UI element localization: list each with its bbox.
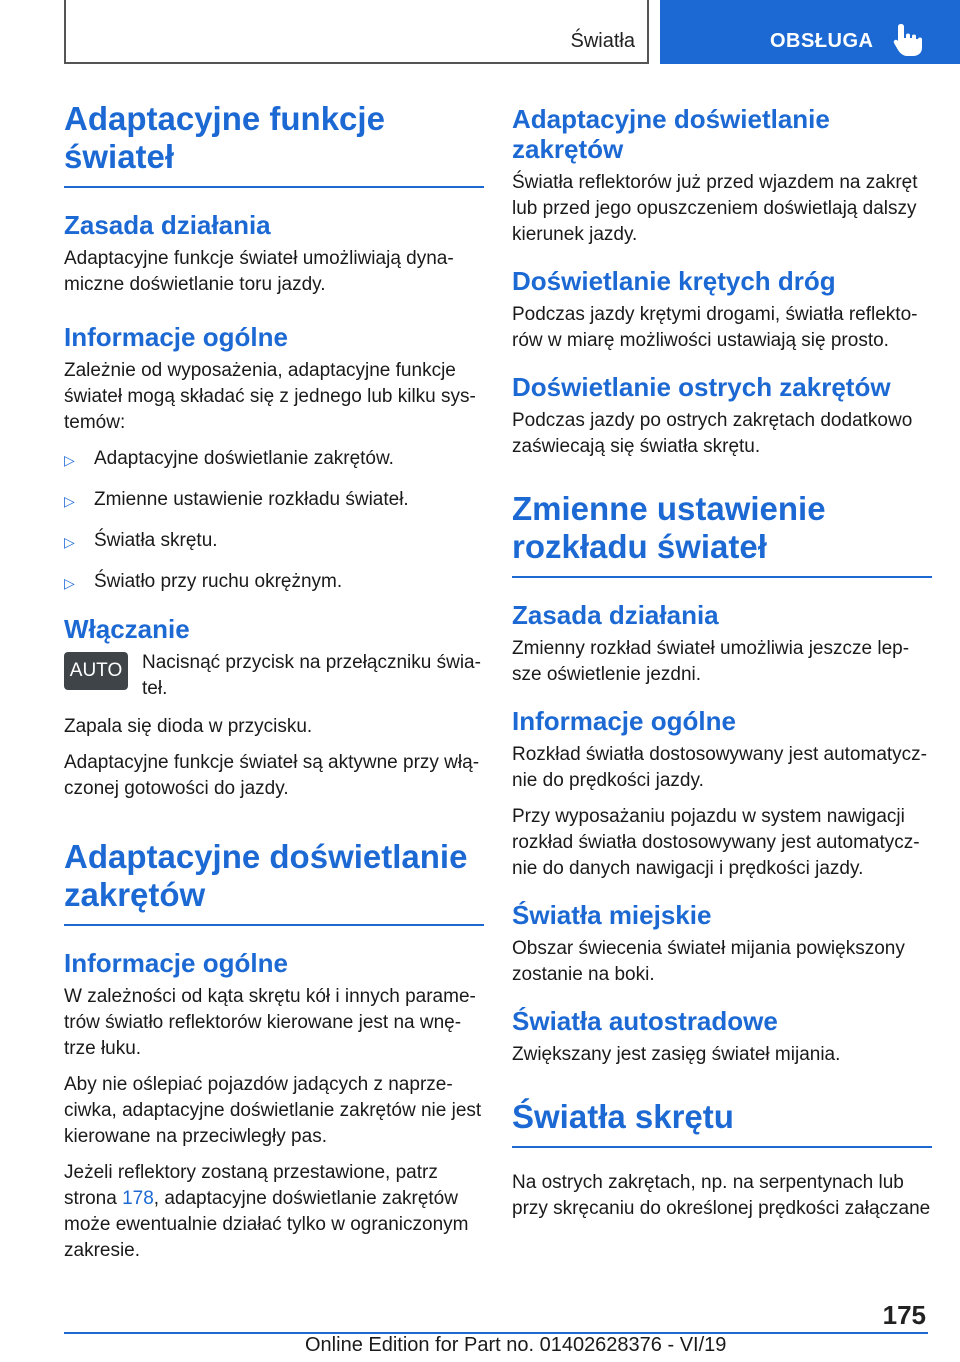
heading-motorway-lights: Światła autostradowe (512, 1006, 778, 1036)
cornering-info-text-2: Aby nie oślepiać pojazdów jadących z naprze-ciwka, adaptacyjne doświetlanie zakrętów nie jest kierowane na przeciwległy pas. (64, 1074, 482, 1147)
turning-lights-text: Na ostrych zakrętach, np. na serpentynach lub przy skręcaniu do określonej prędkości załączane (512, 1172, 931, 1219)
list-item-text: Zmienne ustawienie rozkładu świateł. (94, 489, 409, 510)
auto-button-illustration: AUTO (64, 652, 128, 690)
heading-adaptive-cornering: Adaptacyjne doświetlanie zakrętów (64, 838, 468, 913)
heading-adaptive-cornering-sub: Adaptacyjne doświetlanie zakrętów (512, 104, 830, 164)
list-item-text: Światło przy ruchu okrężnym. (94, 571, 343, 592)
heading-winding-roads: Doświetlanie krętych dróg (512, 266, 836, 296)
pointing-hand-icon (892, 22, 924, 58)
triangle-bullet-icon: ▷ (64, 534, 75, 550)
header-tab-label: OBSŁUGA (770, 30, 874, 52)
heading-rule (64, 186, 484, 188)
triangle-bullet-icon: ▷ (64, 493, 75, 509)
heading-rule (512, 576, 932, 578)
heading-principle-2: Zasada działania (512, 600, 719, 630)
right-column (512, 100, 932, 1232)
heading-adaptive-light-functions: Adaptacyjne funkcje świateł (64, 100, 385, 175)
header-section-box (64, 0, 649, 64)
list-item (64, 446, 484, 473)
winding-roads-text: Podczas jazdy krętymi drogami, światła reflekto-rów w miarę możliwości ustawiają się prosto. (512, 304, 918, 351)
principle-text: Adaptacyjne funkcje świateł umożliwiają dyna-miczne doświetlanie toru jazdy. (64, 248, 454, 295)
sharp-curves-text: Podczas jazdy po ostrych zakrętach dodatkowo zaświecają się światła skrętu. (512, 410, 913, 457)
active-text: Adaptacyjne funkcje świateł są aktywne przy włą-czonej gotowości do jazdy. (64, 752, 480, 799)
heading-variable-light-distribution: Zmienne ustawienie rozkładu świateł (512, 490, 826, 565)
header-chapter-tab[interactable] (660, 0, 960, 64)
list-item-text: Adaptacyjne doświetlanie zakrętów. (94, 448, 394, 469)
heading-rule (512, 1146, 932, 1148)
list-item (64, 528, 484, 555)
distribution-info-text-1: Rozkład światła dostosowywany jest automatycz-nie do prędkości jazdy. (512, 744, 928, 791)
heading-general-info: Informacje ogólne (64, 322, 288, 352)
distribution-info-text-2: Przy wyposażaniu pojazdu w system nawigacji rozkład światła dostosowywany jest automatycz-nie do danych nawigacji i prędkości jazdy. (512, 806, 920, 879)
left-column (64, 100, 484, 1274)
cornering-info-text-3a: Jeżeli reflektory zostaną przestawione, patrz strona (64, 1162, 438, 1209)
heading-city-lights: Światła miejskie (512, 900, 712, 930)
page-reference-link[interactable]: 178 (122, 1188, 154, 1209)
heading-switching-on: Włączanie (64, 614, 190, 644)
heading-principle: Zasada działania (64, 210, 271, 240)
list-item (64, 569, 484, 596)
footer-edition: Online Edition for Part no. 01402628376 - VI/19 (305, 1334, 727, 1356)
cornering-info-text-3b: , adaptacyjne doświetlanie zakrętów może ewentualnie działać tylko w ograniczonym zakresie. (64, 1188, 469, 1261)
triangle-bullet-icon: ▷ (64, 452, 75, 468)
heading-rule (64, 924, 484, 926)
auto-instruction-text: Nacisnąć przycisk na przełączniku świa-teł. (142, 652, 481, 699)
heading-turning-lights: Światła skrętu (512, 1098, 734, 1135)
list-item-text: Światła skrętu. (94, 530, 218, 551)
principle-text-2: Zmienny rozkład świateł umożliwia jeszcze lep-sze oświetlenie jezdni. (512, 638, 910, 685)
adaptive-cornering-text: Światła reflektorów już przed wjazdem na zakręt lub przed jego opuszczeniem doświetlają dalszy kierunek jazdy. (512, 172, 918, 245)
heading-sharp-curves: Doświetlanie ostrych zakrętów (512, 372, 891, 402)
motorway-lights-text: Zwiększany jest zasięg świateł mijania. (512, 1044, 841, 1065)
header-section-title: Światła (570, 30, 635, 52)
cornering-info-text-1: W zależności od kąta skrętu kół i innych parame-trów światło reflektorów kierowane jest na wnę-trze łuku. (64, 986, 476, 1059)
triangle-bullet-icon: ▷ (64, 575, 75, 591)
cornering-info-text-3 (64, 1160, 484, 1264)
led-text: Zapala się dioda w przycisku. (64, 716, 313, 737)
list-item (64, 487, 484, 514)
heading-general-info-2: Informacje ogólne (64, 948, 288, 978)
page-number: 175 (882, 1300, 926, 1330)
city-lights-text: Obszar świecenia świateł mijania powiększony zostanie na boki. (512, 938, 905, 985)
general-info-text: Zależnie od wyposażenia, adaptacyjne funkcje świateł mogą składać się z jednego lub kilku sys-temów: (64, 360, 476, 433)
auto-instruction (64, 650, 484, 702)
heading-general-info-3: Informacje ogólne (512, 706, 736, 736)
